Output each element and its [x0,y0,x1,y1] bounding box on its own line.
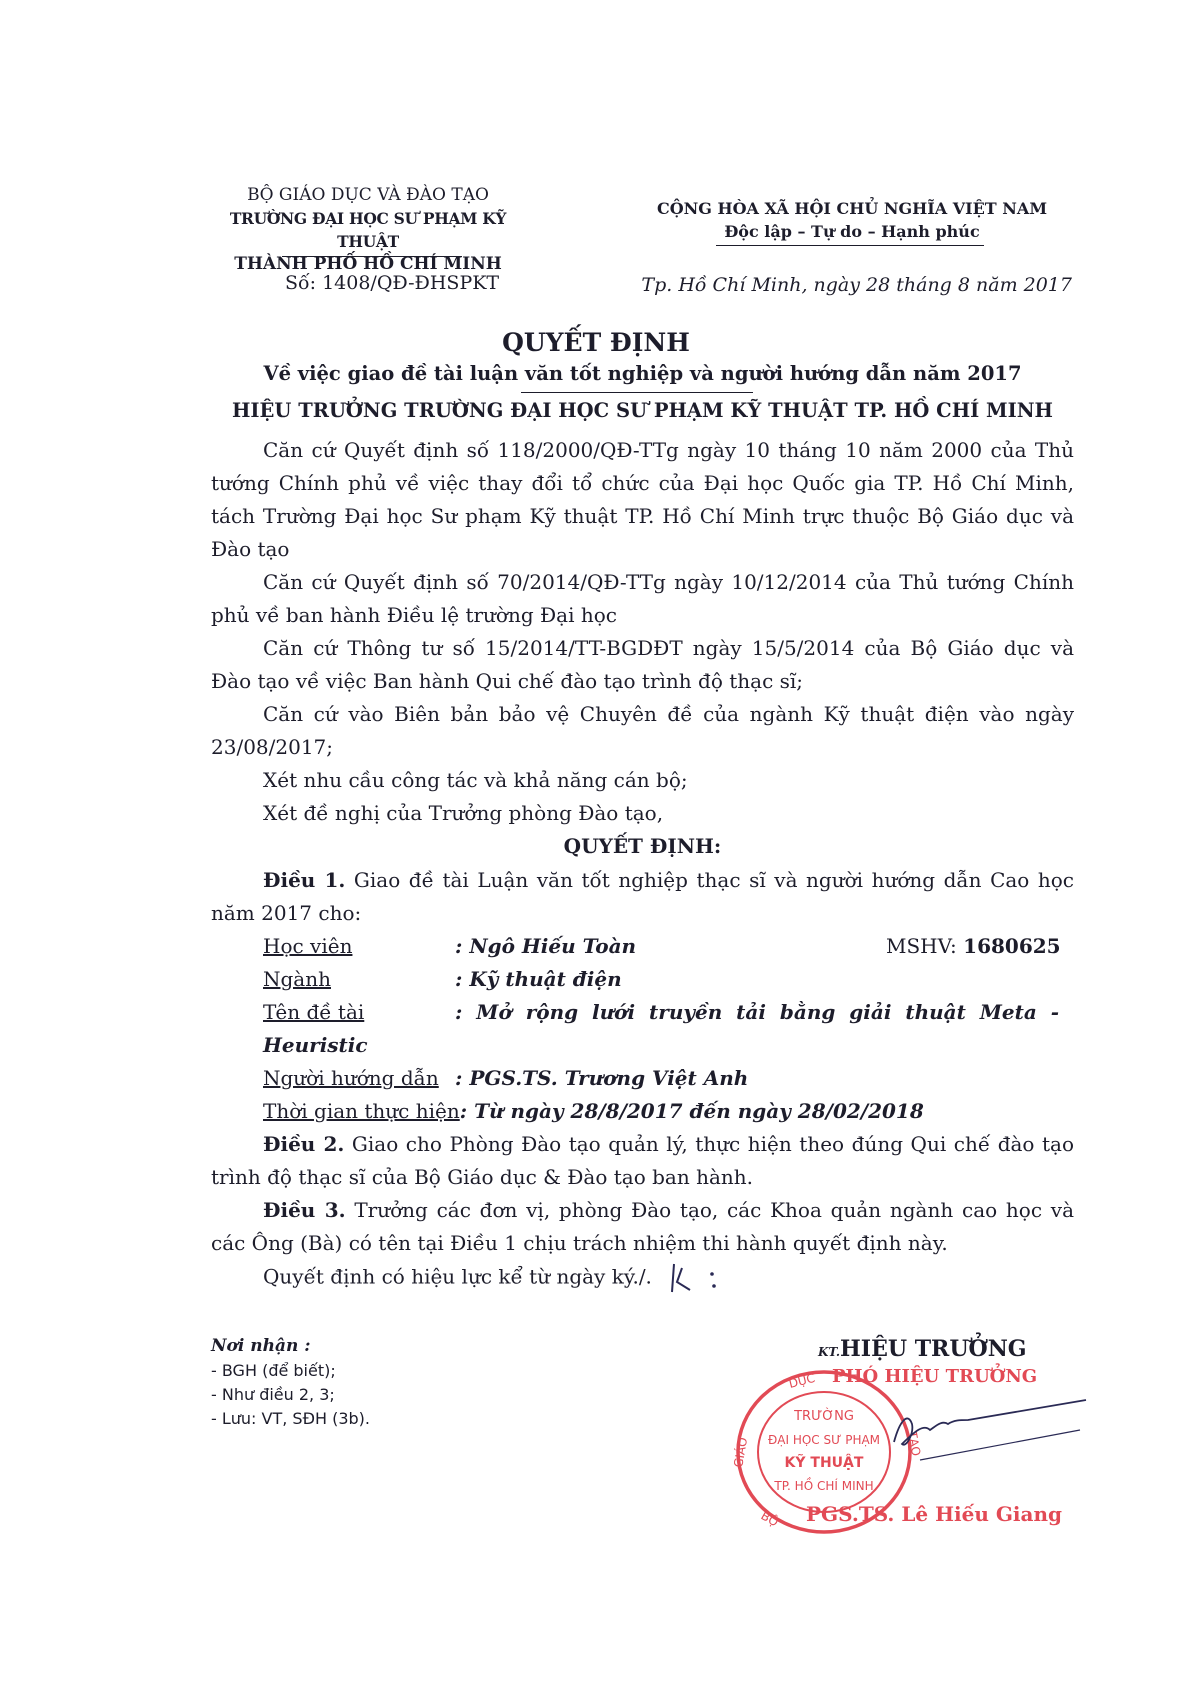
period-label: Thời gian thực hiện [263,1099,460,1123]
article-3-label: Điều 3. [263,1198,346,1222]
student-name: : Ngô Hiếu Toàn [455,934,637,958]
signer-role-prefix: KT. [818,1345,840,1359]
university-city: THÀNH PHỐ HỒ CHÍ MINH [234,254,502,274]
subject-rule [521,392,753,393]
preamble-2: Căn cứ Quyết định số 70/2014/QĐ-TTg ngày 10/12/2014 của Thủ tướng Chính phủ về ban hành Điều lệ trường Đại học [211,570,1074,627]
effective-clause [211,1260,1074,1296]
topic-value: : Mở rộng lưới truyền tải bằng giải thuật Meta - [455,1000,1060,1024]
article-2-label: Điều 2. [263,1132,345,1156]
handwritten-signature [890,1390,1090,1470]
preamble-5: Xét nhu cầu công tác và khả năng cán bộ; [263,768,688,792]
university-name: TRƯỜNG ĐẠI HỌC SƯ PHẠM KỸ THUẬT [229,209,507,251]
issue-date: Tp. Hồ Chí Minh, ngày 28 tháng 8 năm 2017 [641,274,1072,296]
topic-label: Tên đề tài [263,1000,365,1024]
article-1 [211,864,1074,930]
recipients-title: Nơi nhận : [211,1336,311,1356]
seal-line: KỸ THUẬT [784,1455,864,1471]
recipients-block [211,1333,370,1431]
decides-heading: QUYẾT ĐỊNH: [563,834,722,858]
national-motto: Độc lập – Tự do – Hạnh phúc [724,222,980,241]
preamble-4: Căn cứ vào Biên bản bảo vệ Chuyên đề của ngành Kỹ thuật điện vào ngày 23/08/2017; [211,702,1074,759]
seal-ring-bottom: BỘ [758,1508,781,1530]
effective-text: Quyết định có hiệu lực kể từ ngày ký./. [263,1264,652,1289]
recipient-item: - BGH (để biết); [211,1361,336,1380]
document-title: QUYẾT ĐỊNH [502,328,690,357]
initials-mark [668,1260,728,1296]
seal-ring-right: TẠO [905,1430,924,1458]
document-subject: Về việc giao đề tài luận văn tốt nghiệp và người hướng dẫn năm 2017 [263,362,1022,385]
student-id-value: 1680625 [963,934,1061,958]
signer-role [818,1336,1027,1362]
recipient-item: - Lưu: VT, SĐH (3b). [211,1409,370,1428]
period-value: : Từ ngày 28/8/2017 đến ngày 28/02/2018 [459,1099,924,1123]
signer-role-title: HIỆU TRƯỞNG [840,1336,1027,1362]
decision-number: Số: 1408/QĐ-ĐHSPKT [285,272,500,294]
advisor-value: : PGS.TS. Trương Việt Anh [455,1066,749,1090]
advisor-label: Người hướng dẫn [263,1066,439,1090]
student-label: Học viên [263,934,353,958]
seal-line: ĐẠI HỌC SƯ PHẠM [767,1433,881,1447]
period-row [263,1095,924,1128]
header-right-rule [716,245,984,246]
seal-line: TRƯỜNG [794,1409,854,1424]
ministry-name: BỘ GIÁO DỤC VÀ ĐÀO TẠO [247,185,489,205]
preamble-3: Căn cứ Thông tư số 15/2014/TT-BGDĐT ngày 15/5/2014 của Bộ Giáo dục và Đào tạo về việc Ban hành Qui chế đào tạo trình độ thạc sĩ; [211,636,1074,693]
topic-value-continued: Heuristic [263,1033,368,1057]
seal-line: TP. HỒ CHÍ MINH [774,1479,874,1493]
major-label: Ngành [263,967,331,991]
header-right [652,197,1052,243]
article-3 [211,1194,1074,1260]
article-2-text: Giao cho Phòng Đào tạo quản lý, thực hiện theo đúng Qui chế đào tạo trình độ thạc sĩ của Bộ Giáo dục & Đào tạo ban hành. [211,1132,1074,1189]
article-3-text: Trưởng các đơn vị, phòng Đào tạo, các Khoa quản ngành cao học và các Ông (Bà) có tên tại Điều 1 chịu trách nhiệm thi hành quyết định này. [211,1198,1074,1255]
header-left-rule [282,256,462,257]
article-2 [211,1128,1074,1194]
recipient-item: - Như điều 2, 3; [211,1385,335,1404]
preamble-1: Căn cứ Quyết định số 118/2000/QĐ-TTg ngày 10 tháng 10 năm 2000 của Thủ tướng Chính phủ về việc thay đổi tổ chức của Đại học Quốc gia TP. Hồ Chí Minh, tách Trường Đại học Sư phạm Kỹ thuật TP. Hồ Chí Minh trực thuộc Bộ Giáo dục và Đào tạo [211,438,1074,561]
preamble-6: Xét đề nghị của Trưởng phòng Đào tạo, [263,801,664,825]
seal-ring-top: DỤC [787,1370,817,1391]
student-id [886,930,1061,963]
issuing-authority: HIỆU TRƯỞNG TRƯỜNG ĐẠI HỌC SƯ PHẠM KỸ THUẬT TP. HỒ CHÍ MINH [232,399,1053,422]
seal-ring-left: GIÁO [731,1436,751,1469]
deputy-title: PHÓ HIỆU TRƯỞNG [832,1366,1038,1387]
signer-name: PGS.TS. Lê Hiếu Giang [806,1502,1062,1526]
major-value: : Kỹ thuật điện [455,967,622,991]
country-name: CỘNG HÒA XÃ HỘI CHỦ NGHĨA VIỆT NAM [656,199,1048,218]
header-left [218,184,518,276]
article-1-label: Điều 1. [263,868,346,892]
student-id-label: MSHV: [886,934,964,958]
article-1-text: Giao đề tài Luận văn tốt nghiệp thạc sĩ và người hướng dẫn Cao học năm 2017 cho: [211,868,1075,925]
